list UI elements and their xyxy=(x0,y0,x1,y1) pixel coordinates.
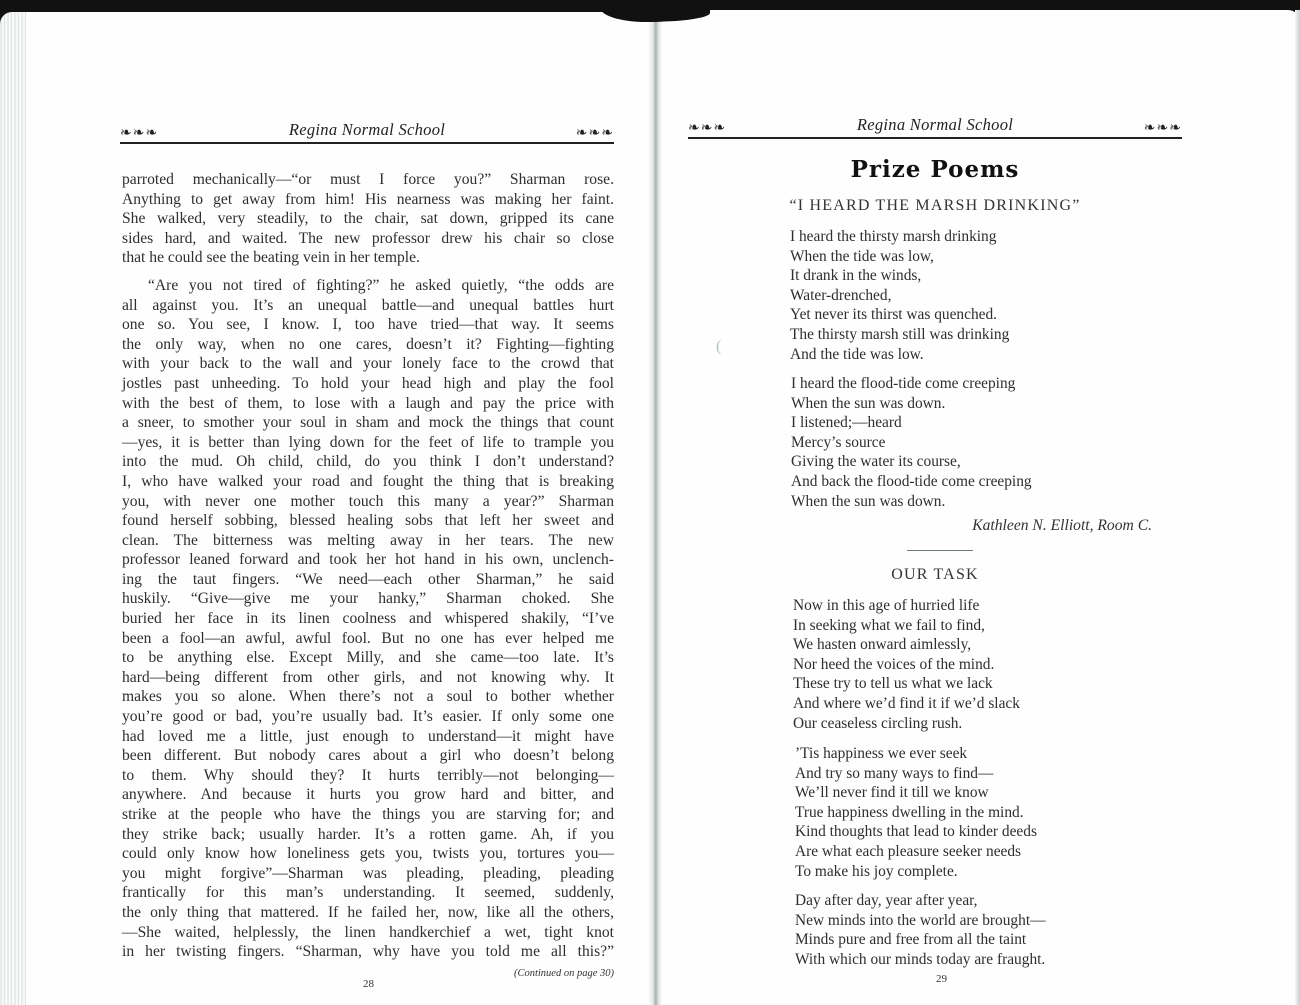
text-line: huskily. “Give—give me your hanky,” Sharman choked. She xyxy=(122,590,614,608)
verse-line: I heard the thirsty marsh drinking xyxy=(790,228,997,245)
text-line: all against you. It’s an unequal battle—and unequal battles hurt xyxy=(122,296,614,314)
verse-line: New minds into the world are brought— xyxy=(795,911,1046,929)
page-number: 28 xyxy=(363,978,374,990)
spine-shadow xyxy=(600,0,710,22)
scan-artifact: ( xyxy=(716,338,722,355)
book-gutter xyxy=(648,18,662,1005)
text-line: sides hard, and waited. The new professor drew his chair so close xyxy=(122,229,614,247)
verse-line: Kind thoughts that lead to kinder deeds xyxy=(795,823,1037,841)
text-line: had loved me a little, just enough to understand—it might have xyxy=(122,727,614,745)
text-line: buried her face in its linen coolness and whispered shakily, “I’ve xyxy=(122,610,614,628)
verse-line: Minds pure and free from all the taint xyxy=(795,931,1027,949)
text-line: jostles past unheeding. To hold your head high and play the fool xyxy=(122,374,614,392)
verse-line: These try to tell us what we lack xyxy=(793,675,993,693)
text-line: —She waited, helplessly, the linen handkerchief a wet, tight knot xyxy=(122,923,614,941)
text-line: been different. But nobody cares about a girl who doesn’t belong xyxy=(122,747,614,765)
text-line: parroted mechanically—“or must I force you?” Sharman rose. xyxy=(122,171,614,188)
text-line: found herself sobbing, blessed healing sobs that left her sweet and xyxy=(122,512,614,530)
text-line: makes you so alone. When there’s not a soul to bother whether xyxy=(122,688,614,706)
verse-line: Giving the water its course, xyxy=(791,453,961,471)
verse-line: When the sun was down. xyxy=(791,492,946,510)
page-edge-right xyxy=(1295,10,1300,1005)
running-header-title: Regina Normal School xyxy=(856,115,1014,134)
verse-line: ’Tis happiness we ever seek xyxy=(795,745,968,762)
text-line: you, with never one mother touch this many a year?” Sharman xyxy=(122,492,614,510)
fleuron-ornament-icon: ❧❧❧ xyxy=(1143,120,1182,136)
text-line: you’re good or bad, you’re usually bad. It’s easier. If only some one xyxy=(122,708,614,726)
text-line: been a fool—an awful, awful fool. But no one has ever helped me xyxy=(122,629,614,647)
text-line: strike at the people who have the things you are starving for; and xyxy=(122,806,614,823)
text-line: hard—being different from other girls, and not knowing why. It xyxy=(122,668,614,686)
text-line: in her twisting fingers. “Sharman, why have you told me all this?” xyxy=(122,943,614,961)
verse-line: To make his joy complete. xyxy=(795,862,958,880)
text-line: ing the taut fingers. “We need—each other Sharman,” he said xyxy=(122,570,614,588)
verse-line: And the tide was low. xyxy=(790,345,924,363)
verse-line: Day after day, year after year, xyxy=(795,892,978,909)
running-header-right xyxy=(688,115,1182,139)
text-line: that he could see the beating vein in her temple. xyxy=(122,249,420,267)
poem-stanza xyxy=(795,744,1037,881)
poem-title: “I HEARD THE MARSH DRINKING” xyxy=(789,197,1081,214)
text-line: Anything to get away from him! His nearness was making her faint. xyxy=(122,190,614,208)
paragraph xyxy=(122,276,614,962)
text-line: professor leaned forward and took her hot hand in his own, unclench- xyxy=(122,551,614,569)
text-line: a sneer, to smother your soul in sham and mock the things that count xyxy=(122,414,614,432)
verse-line: We’ll never find it till we know xyxy=(795,784,989,802)
verse-line: I listened;—heard xyxy=(791,414,902,432)
poem-stanza xyxy=(795,891,1045,969)
verse-line: The thirsty marsh still was drinking xyxy=(790,325,1010,343)
poem-title: OUR TASK xyxy=(891,566,979,583)
text-line: the only way, when no one cares, doesn’t it? Fighting—fighting xyxy=(122,335,614,353)
verse-line: Now in this age of hurried life xyxy=(793,597,980,614)
verse-line: We hasten onward aimlessly, xyxy=(793,636,972,654)
text-line: She walked, very steadily, to the chair, sat down, gripped its cane xyxy=(122,210,614,228)
verse-line: With which our minds today are fraught. xyxy=(795,950,1046,968)
verse-line: Are what each pleasure seeker needs xyxy=(795,842,1022,860)
running-header-left xyxy=(120,120,614,144)
text-line: to them. Why should they? It hurts terribly—not belonging— xyxy=(122,766,614,784)
running-header-title: Regina Normal School xyxy=(288,120,446,139)
section-title: Prize Poems xyxy=(850,156,1020,183)
verse-line: Yet never its thirst was quenched. xyxy=(790,306,998,324)
text-line: —yes, it is better than lying down for the feet of life to trample you xyxy=(122,433,614,451)
verse-line: When the sun was down. xyxy=(791,394,946,412)
verse-line: Nor heed the voices of the mind. xyxy=(793,655,995,673)
text-line: to be anything else. Except Milly, and she came—too late. It’s xyxy=(122,649,614,667)
verse-line: I heard the flood-tide come creeping xyxy=(791,375,1016,392)
verse-line: Water-drenched, xyxy=(790,286,892,304)
text-line: they strike back; usually harder. It’s a rotten game. Ah, if you xyxy=(122,825,614,843)
verse-line: And where we’d find it if we’d slack xyxy=(793,694,1020,712)
text-line: I, who have walked your road and fought the thing that is breaking xyxy=(122,472,614,490)
verse-line: And try so many ways to find— xyxy=(795,764,994,782)
poem-stanza xyxy=(791,374,1032,511)
poem-stanza xyxy=(790,227,1009,364)
page-number: 29 xyxy=(936,973,947,985)
verse-line: When the tide was low, xyxy=(790,247,934,265)
text-line: “Are you not tired of fighting?” he asked quietly, “the odds are xyxy=(148,276,614,294)
page-edge-stack xyxy=(0,12,26,1005)
verse-line: It drank in the winds, xyxy=(790,267,922,285)
text-line: into the mud. Oh child, child, do you think I don’t understand? xyxy=(122,453,614,471)
verse-line: In seeking what we fail to find, xyxy=(793,616,985,634)
text-line: frantically for this man’s understanding. It seemed, suddenly, xyxy=(122,884,614,902)
verse-line: And back the flood-tide come creeping xyxy=(791,472,1032,490)
fleuron-ornament-icon: ❧❧❧ xyxy=(120,125,159,141)
verse-line: True happiness dwelling in the mind. xyxy=(795,803,1024,821)
verse-line: Our ceaseless circling rush. xyxy=(793,714,963,732)
poem-stanza xyxy=(793,596,1020,733)
verse-line: Mercy’s source xyxy=(791,433,886,451)
continued-note: (Continued on page 30) xyxy=(513,968,614,979)
text-line: the only thing that mattered. If he failed her, now, like all the others, xyxy=(122,903,614,921)
paragraph xyxy=(122,170,614,268)
fleuron-ornament-icon: ❧❧❧ xyxy=(575,125,614,141)
text-line: one so. You see, I know. I, too have tried—that way. It seems xyxy=(122,316,614,334)
text-line: clean. The bitterness was melting away in her tears. The new xyxy=(122,531,614,549)
text-line: anywhere. And because it hurts you grow hard and bitter, and xyxy=(122,786,614,804)
fleuron-ornament-icon: ❧❧❧ xyxy=(688,120,727,136)
section-divider xyxy=(907,550,973,551)
text-line: with your back to the wall and your lonely face to the crowd that xyxy=(122,355,614,373)
text-line: could only know how loneliness gets you, twists you, tortures you— xyxy=(122,845,614,863)
story-text xyxy=(122,170,614,962)
text-line: with the best of them, to lose with a laugh and pay the price with xyxy=(122,394,614,412)
text-line: you might forgive”—Sharman was pleading, pleading, pleading xyxy=(122,864,614,882)
poem-author: Kathleen N. Elliott, Room C. xyxy=(972,517,1152,534)
